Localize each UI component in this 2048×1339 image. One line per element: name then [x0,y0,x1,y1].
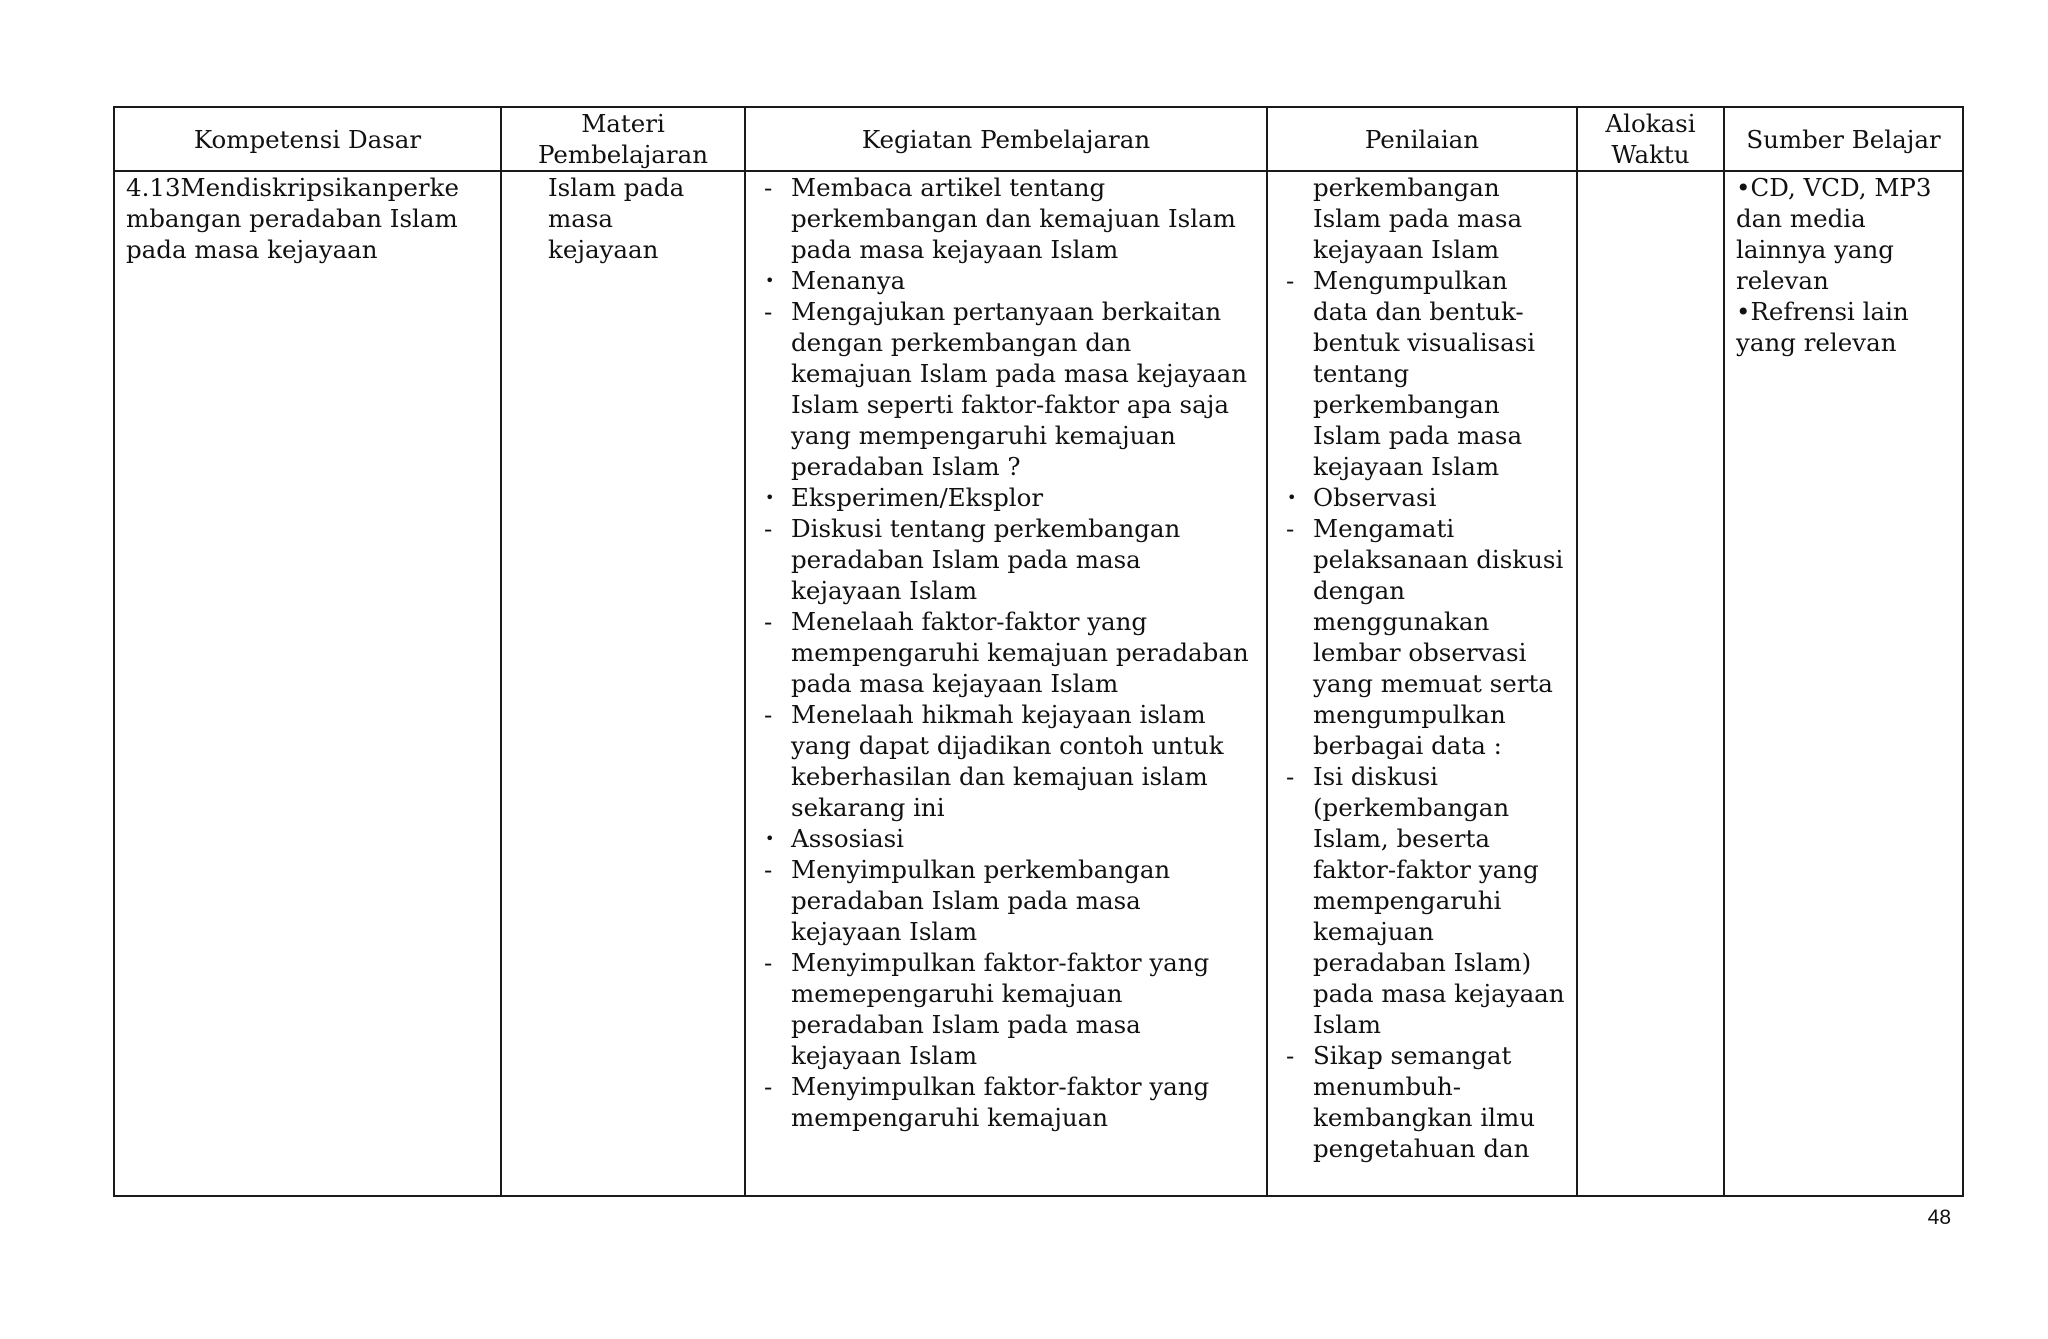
header-penilaian: Penilaian [1267,107,1577,171]
cell-sumber [1724,171,1963,1196]
bullet-marker: • [765,829,775,848]
list-item-text: Isi diskusi (perkembangan Islam, beserta faktor-faktor yang mempengaruhi kemajuan peradaban Islam) pada masa kejayaan Islam [1313,762,1565,1039]
list-item-text: Diskusi tentang perkembangan peradaban Islam pada masa kejayaan Islam [791,514,1181,605]
list-item-text: Mengajukan pertanyaan berkaitan dengan perkembangan dan kemajuan Islam pada masa kejayaan Islam seperti faktor-faktor apa saja yang mempengaruhi kemajuan peradaban Islam ? [791,297,1248,481]
kegiatan-item [757,1071,1255,1133]
cell-kegiatan [745,171,1267,1196]
penilaian-item [1279,482,1565,513]
header-materi: Materi Pembelajaran [501,107,745,171]
list-item-text: Assosiasi [791,824,905,853]
dash-marker: - [1286,514,1295,543]
kd-text: 4.13Mendiskripsikanperke mbangan peradaban Islam pada masa kejayaan [126,173,459,264]
cell-materi [501,171,745,1196]
dash-marker: - [1286,762,1295,791]
list-item-text: Menyimpulkan perkembangan peradaban Islam pada masa kejayaan Islam [791,855,1171,946]
penilaian-list [1279,265,1565,1164]
penilaian-item [1279,1040,1565,1164]
bullet-marker: • [765,271,775,290]
list-item-text: Eksperimen/Eksplor [791,483,1044,512]
penilaian-item [1279,513,1565,761]
list-item-text: Mengumpulkan data dan bentuk-bentuk visualisasi tentang perkembangan Islam pada masa kejayaan Islam [1313,266,1536,481]
sumber-item: •CD, VCD, MP3 dan media lainnya yang relevan [1736,173,1932,295]
list-item-text: Membaca artikel tentang perkembangan dan kemajuan Islam pada masa kejayaan Islam [791,173,1236,264]
header-kegiatan: Kegiatan Pembelajaran [745,107,1267,171]
dash-marker: - [764,948,773,977]
dash-marker: - [764,700,773,729]
header-sumber: Sumber Belajar [1724,107,1963,171]
list-item-text: Sikap semangat menumbuh-kembangkan ilmu pengetahuan dan [1313,1041,1536,1163]
penilaian-item [1279,265,1565,482]
kegiatan-item [757,265,1255,296]
sumber-list [1736,172,1951,358]
kegiatan-list [757,172,1255,1133]
dash-marker: - [1286,266,1295,295]
dash-marker: - [764,514,773,543]
kegiatan-item [757,172,1255,265]
cell-kompetensi-dasar [114,171,501,1196]
sumber-item: •Refrensi lain yang relevan [1736,297,1909,357]
list-item-text: Menyimpulkan faktor-faktor yang mempengaruhi kemajuan [791,1072,1210,1132]
kegiatan-item [757,854,1255,947]
kegiatan-item [757,699,1255,823]
header-alokasi: Alokasi Waktu [1577,107,1724,171]
penilaian-continuation: perkembangan Islam pada masa kejayaan Islam [1313,173,1523,264]
bullet-marker: • [765,488,775,507]
list-item-text: Observasi [1313,483,1437,512]
dash-marker: - [764,1072,773,1101]
lesson-plan-table [113,106,1964,1197]
table-row [114,171,1963,1196]
page-number: 48 [1927,1206,1951,1229]
header-kompetensi-dasar: Kompetensi Dasar [114,107,501,171]
list-item-text: Menelaah hikmah kejayaan islam yang dapat dijadikan contoh untuk keberhasilan dan kemajuan islam sekarang ini [791,700,1224,822]
dash-marker: - [764,855,773,884]
penilaian-content [1279,172,1565,1164]
materi-text: Islam pada masa kejayaan [548,173,685,264]
penilaian-item [1279,761,1565,1040]
dash-marker: - [764,607,773,636]
kegiatan-item [757,513,1255,606]
kegiatan-item [757,296,1255,482]
bullet-marker: • [1287,488,1297,507]
list-item-text: Menyimpulkan faktor-faktor yang memepengaruhi kemajuan peradaban Islam pada masa kejayaan Islam [791,948,1210,1070]
kegiatan-item [757,606,1255,699]
list-item-text: Menelaah faktor-faktor yang mempengaruhi kemajuan peradaban pada masa kejayaan Islam [791,607,1249,698]
list-item-text: Mengamati pelaksanaan diskusi dengan menggunakan lembar observasi yang memuat serta mengumpulkan berbagai data : [1313,514,1564,760]
kegiatan-item [757,823,1255,854]
dash-marker: - [1286,1041,1295,1070]
kegiatan-item [757,947,1255,1071]
dash-marker: - [764,173,773,202]
table-header-row [114,107,1963,171]
list-item-text: Menanya [791,266,906,295]
kegiatan-item [757,482,1255,513]
cell-penilaian [1267,171,1577,1196]
cell-alokasi [1577,171,1724,1196]
dash-marker: - [764,297,773,326]
